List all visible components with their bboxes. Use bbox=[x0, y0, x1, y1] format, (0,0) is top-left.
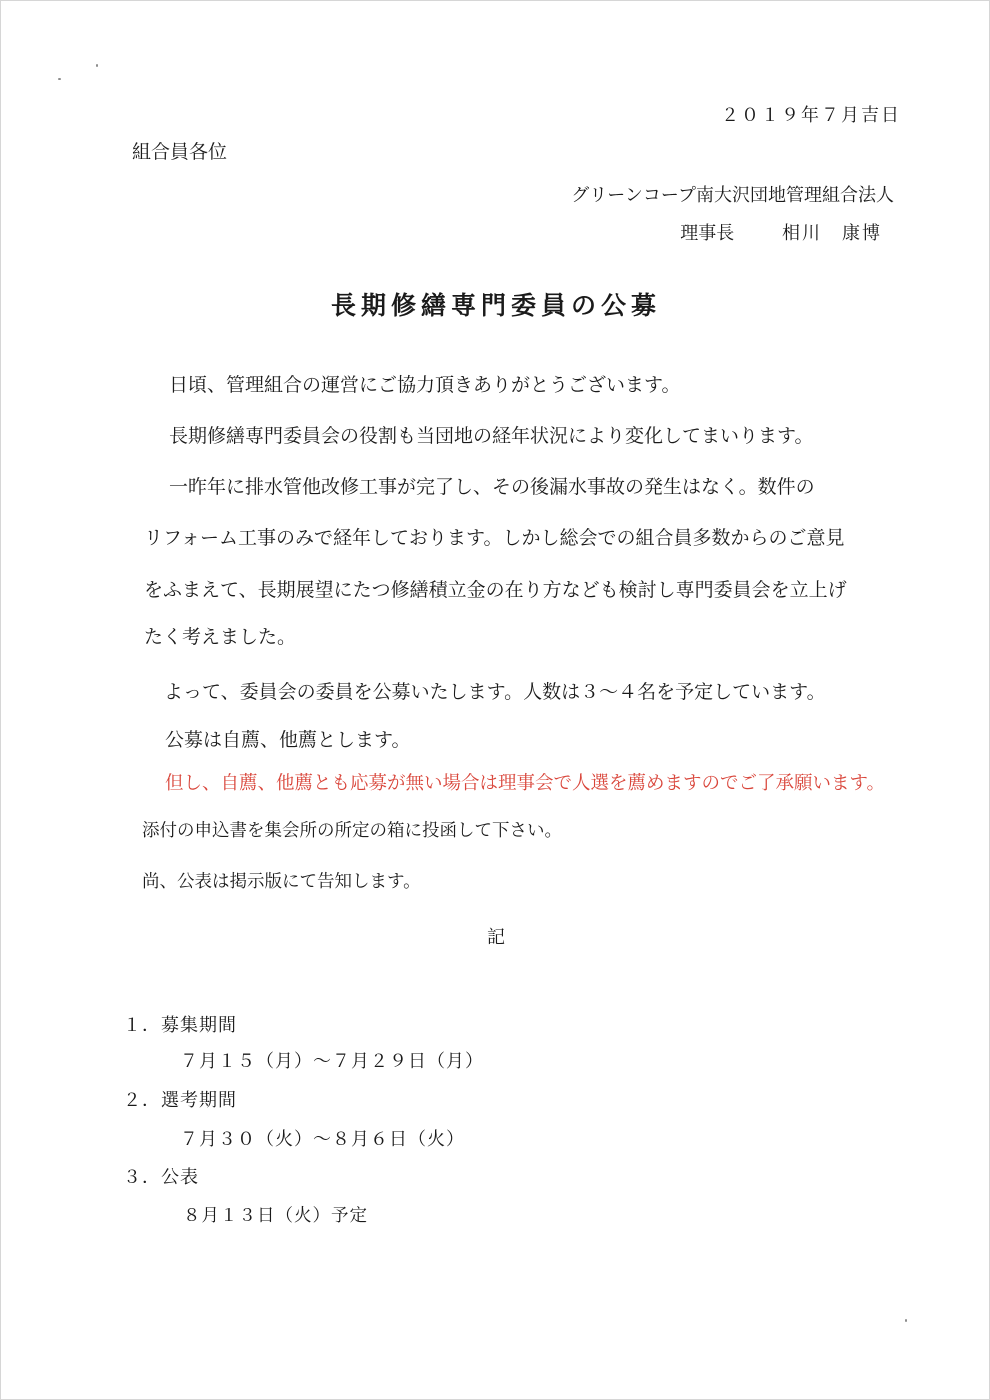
paragraph-role: 長期修繕専門委員会の役割も当団地の経年状況により変化してまいります。 bbox=[169, 425, 814, 447]
paragraph-background-line-4: たく考えました。 bbox=[144, 626, 297, 648]
paragraph-background-line-1: 一昨年に排水管他改修工事が完了し、その後漏水事故の発生はなく。数件の bbox=[169, 476, 815, 498]
item-heading-selection-period: ２．選考期間 bbox=[123, 1090, 237, 1111]
document-date: ２０１９年７月吉日 bbox=[721, 105, 901, 126]
chair-title: 理事長 bbox=[680, 223, 735, 244]
paragraph-nomination: 公募は自薦、他薦とします。 bbox=[165, 729, 411, 751]
paragraph-recruitment: よって、委員会の委員を公募いたします。人数は３～４名を予定しています。 bbox=[164, 681, 826, 703]
scan-speck bbox=[58, 78, 61, 80]
addressee: 組合員各位 bbox=[132, 141, 228, 163]
announcement-note: 尚、公表は掲示版にて告知します。 bbox=[142, 872, 421, 892]
scan-speck bbox=[905, 1319, 907, 1322]
warning-notice: 但し、自薦、他薦とも応募が無い場合は理事会で人選を薦めますのでご了承願います。 bbox=[165, 773, 886, 794]
chair-name: 相川 康博 bbox=[782, 223, 882, 244]
item-heading-announcement: ３．公表 bbox=[123, 1167, 199, 1188]
sender-organization: グリーンコープ南大沢団地管理組合法人 bbox=[571, 185, 894, 206]
ki-heading: 記 bbox=[487, 927, 505, 948]
paragraph-greeting: 日頃、管理組合の運営にご協力頂きありがとうございます。 bbox=[169, 374, 681, 396]
sender-signature bbox=[680, 225, 882, 243]
submission-note: 添付の申込書を集会所の所定の箱に投函して下さい。 bbox=[142, 821, 562, 841]
item-value-selection-period: ７月３０（火）～８月６日（火） bbox=[180, 1129, 465, 1150]
paragraph-background-line-3: をふまえて、長期展望にたつ修繕積立金の在り方なども検討し専門委員会を立上げ bbox=[144, 579, 847, 601]
paragraph-background-line-2: リフォーム工事のみで経年しております。しかし総会での組合員多数からのご意見 bbox=[144, 527, 845, 549]
page-title: 長期修繕専門委員の公募 bbox=[330, 291, 661, 320]
item-value-announcement: ８月１３日（火）予定 bbox=[183, 1206, 368, 1226]
scan-speck bbox=[96, 64, 98, 67]
item-value-recruitment-period: ７月１５（月）～７月２９日（月） bbox=[180, 1051, 484, 1072]
item-heading-recruitment-period: １．募集期間 bbox=[123, 1015, 237, 1036]
